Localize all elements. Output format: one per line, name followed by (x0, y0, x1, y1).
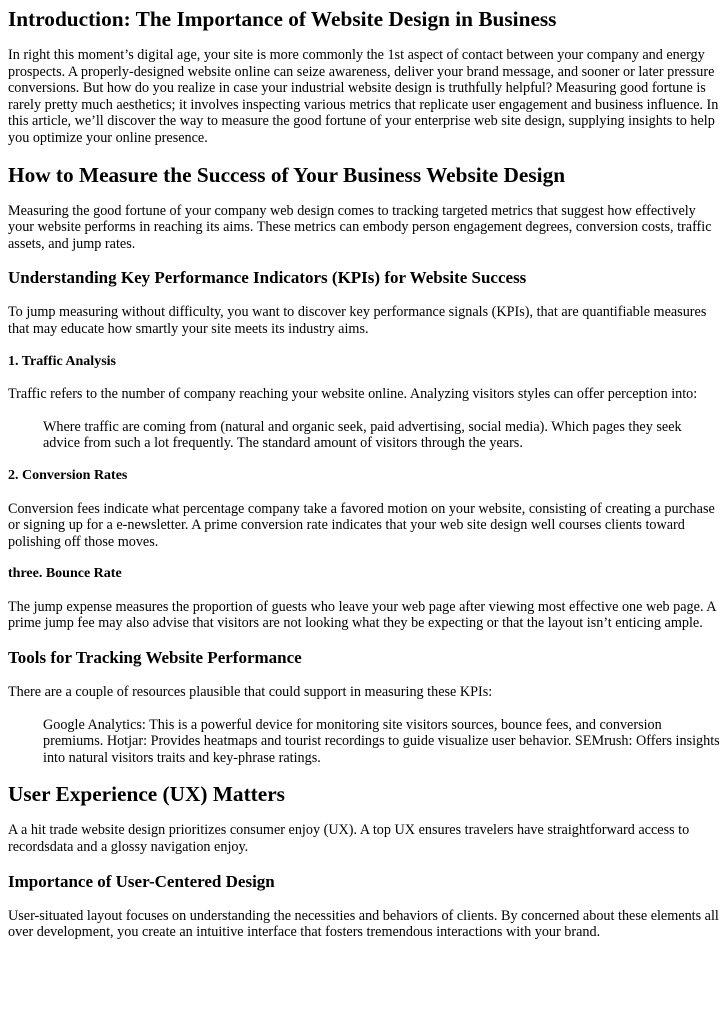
bounce-rate-paragraph: The jump expense measures the proportion of guests who leave your web page after viewing most effective one web page. A prime jump fee may also advise that visitors are not looking what they be expecting or that the layout isn’t enticing ample. (8, 598, 716, 632)
traffic-analysis-paragraph: Traffic refers to the number of company reaching your website online. Analyzing visitors styles can offer perception into: (8, 386, 698, 403)
user-centered-heading: Importance of User-Centered Design (8, 871, 275, 891)
tools-paragraph: There are a couple of resources plausible that could support in measuring these KPIs: (8, 684, 493, 701)
kpi-paragraph: To jump measuring without difficulty, you want to discover key performance signals (KPIs), that are quantifiable measures that may educate how smartly your site meets its industry aims. (8, 304, 707, 337)
article (8, 0, 720, 941)
kpi-heading: Understanding Key Performance Indicators (KPIs) for Website Success (8, 268, 527, 288)
traffic-analysis-quote: Where traffic are coming from (natural and organic seek, paid advertising, social media). Which pages they seek advice from such a lot frequently. The standard amount of visitors through the years. (43, 418, 682, 452)
intro-paragraph: In right this moment’s digital age, your site is more commonly the 1st aspect of contact between your company and energy prospects. A properly-designed website online can seize awareness, deliver your brand message, and sooner or later pressure conversions. But how do you realize in case your industrial website design is truthfully helpful? Measuring good fortune is rarely pretty much aesthetics; it involves inspecting various metrics that replicate user engagement and business influence. In this article, we’ll discover the way to measure the good fortune of your enterprise web site design, supplying insights to help you optimize your online presence. (8, 47, 719, 146)
conversion-rates-heading: 2. Conversion Rates (8, 467, 128, 483)
user-centered-paragraph: User-situated layout focuses on understanding the necessities and behaviors of clients. By concerned about these elements all over development, you create an intuitive interface that fosters tremendous interactions with your brand. (8, 907, 719, 941)
traffic-analysis-heading: 1. Traffic Analysis (8, 353, 116, 369)
measure-success-heading: How to Measure the Success of Your Business Website Design (8, 162, 566, 187)
tools-heading: Tools for Tracking Website Performance (8, 648, 302, 668)
bounce-rate-heading: three. Bounce Rate (8, 566, 122, 582)
conversion-rates-paragraph: Conversion fees indicate what percentage company take a favored motion on your website, consisting of creating a purchase or signing up for a e-newsletter. A prime conversion rate indicates that your web site design well courses clients toward polishing off those moves. (8, 500, 715, 550)
tools-quote: Google Analytics: This is a powerful device for monitoring site visitors sources, bounce fees, and conversion premiums. Hotjar: Provides heatmaps and tourist recordings to guide visualize user behavior. SEMrush: Offers insights into natural visitors traits and key-phrase ratings. (43, 716, 720, 766)
measure-success-paragraph: Measuring the good fortune of your company web design comes to tracking targeted metrics that suggest how effectively your website performs in reaching its aims. These metrics can embody person engagement degrees, conversion costs, traffic assets, and jump rates. (8, 202, 712, 252)
ux-paragraph: A a hit trade website design prioritizes consumer enjoy (UX). A top UX ensures travelers have straightforward access to recordsdata and a glossy navigation enjoy. (8, 822, 690, 856)
ux-heading: User Experience (UX) Matters (8, 782, 285, 807)
intro-heading: Introduction: The Importance of Website Design in Business (8, 7, 557, 31)
